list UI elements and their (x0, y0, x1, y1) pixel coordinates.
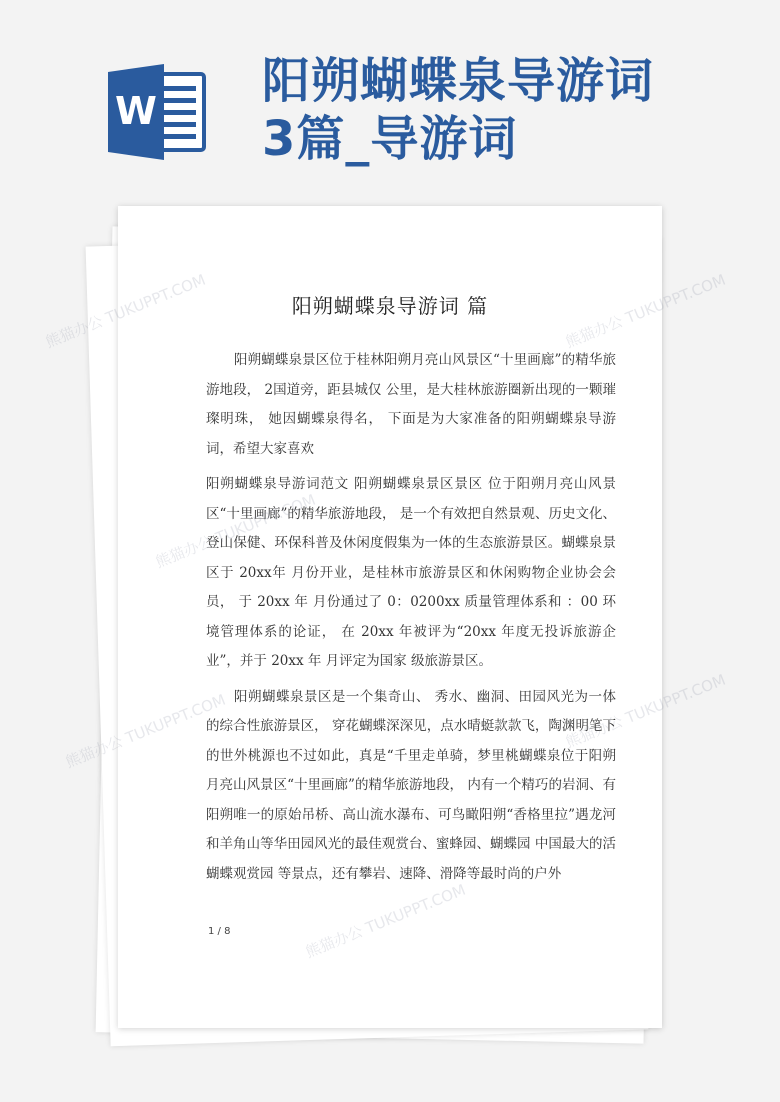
document-body (206, 346, 616, 895)
watermark: 熊猫办公 (43, 312, 106, 352)
watermark: TUKUPPT.COM (623, 670, 729, 728)
page-number: 1 / 8 (208, 926, 231, 937)
document-page (118, 206, 662, 1028)
word-document-icon (108, 64, 208, 160)
banner-title (262, 52, 762, 168)
svg-text:W: W (115, 89, 157, 133)
banner-title-line-1: 阳朔蝴蝶泉导游词 (262, 53, 655, 109)
paragraph: 阳朔蝴蝶泉景区是一个集奇山、 秀水、幽洞、田园风光为一体的综合性旅游景区， 穿花蝴蝶深深见，点水晴蜓款款飞，陶渊明笔下的世外桃源也不过如此，真是“千里走单骑，梦里桃蝴蝶泉位于阳朔月亮山风景区“十里画廊”的精华旅游地段， 内有一个精巧的岩洞、有阳朔唯一的原始吊桥、高山流水瀑布、可鸟瞰阳朔“香格里拉”遇龙河和羊角山等华田园风光的最佳观赏台、蜜蜂园、蝴蝶园 中国最大的活蝴蝶观赏园 等景点，还有攀岩、速降、滑降等最时尚的户外 (206, 688, 616, 882)
paragraph: 阳朔蝴蝶泉导游词范文 阳朔蝴蝶泉景区景区 位于阳朔月亮山风景区“十里画廊”的精华旅游地段， 是一个有效把自然景观、历史文化、登山保健、环保科普及休闲度假集为一体的生态旅游景区。蝴蝶泉景区于 20xx年 月份开业，是桂林市旅游景区和休闲购物企业协会会员， 于 20xx 年 月份通过了 0：0200xx 质量管理体系和 ：00 环境管理体系的论证， 在 20xx 年被评为“20xx 年度无投诉旅游企业”，并于 20xx 年 月评定为国家 级旅游景区。 (206, 476, 616, 669)
watermark: TUKUPPT.COM (623, 270, 729, 328)
banner-title-line-2: 3篇_导游词 (262, 111, 518, 167)
watermark: 熊猫办公 (63, 732, 126, 772)
paragraph: 阳朔蝴蝶泉景区位于桂林阳朔月亮山风景区“十里画廊”的精华旅游地段， 2国道旁，距县城仅 公里，是大桂林旅游圈新出现的一颗璀璨明珠， 她因蝴蝶泉得名， 下面是为大家准备的阳朔蝴蝶泉导游词，希望大家喜欢 (206, 352, 616, 457)
document-title: 阳朔蝴蝶泉导游词 篇 (291, 294, 489, 318)
